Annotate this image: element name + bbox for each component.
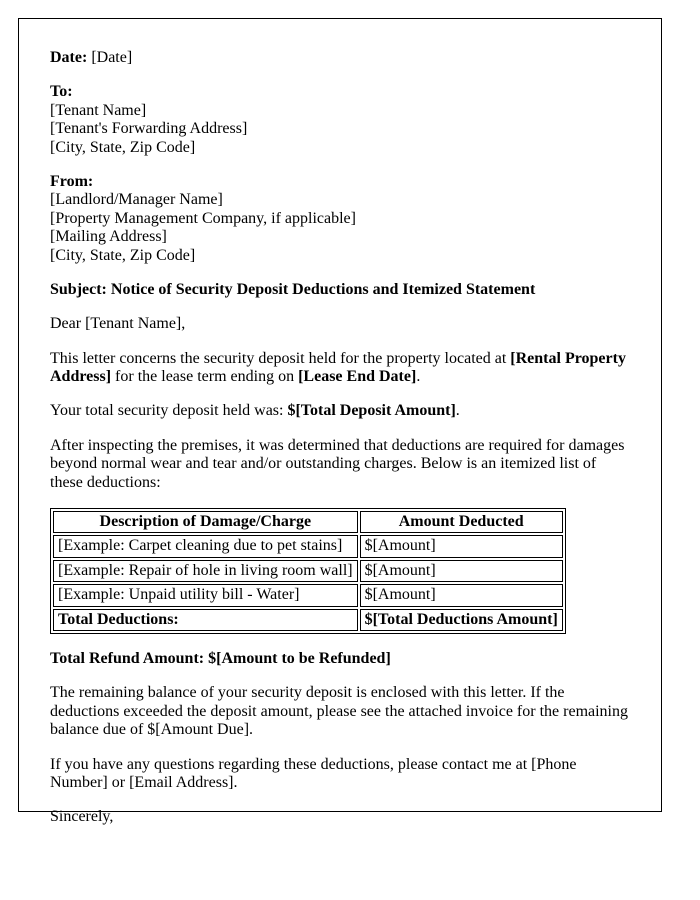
rental-property-address-placeholder: [Rental Property Address] <box>50 349 626 386</box>
total-deductions-label-cell: Total Deductions: <box>53 609 358 631</box>
intro-text-3: . <box>416 368 421 386</box>
intro-text-2: for the lease term ending on <box>111 368 299 386</box>
deposit-text-2: . <box>455 402 460 420</box>
sender-city-line: [City, State, Zip Code] <box>50 246 196 264</box>
to-label: To: <box>50 83 73 101</box>
recipient-name-line: [Tenant Name] <box>50 101 147 119</box>
table-row <box>53 584 563 606</box>
balance-paragraph: The remaining balance of your security deposit is enclosed with this letter. If the deductions exceeded the deposit amount, please see the attached invoice for the remaining balance due of $[Amount Due]. <box>50 684 628 739</box>
letter-document <box>18 18 662 826</box>
sender-address-line: [Mailing Address] <box>50 228 167 246</box>
sender-company-line: [Property Management Company, if applicable] <box>50 209 356 227</box>
total-deductions-amount-cell: $[Total Deductions Amount] <box>360 609 563 631</box>
table-row <box>53 560 563 582</box>
deposit-text-1: Your total security deposit held was: <box>50 402 288 420</box>
deduction-description-cell: [Example: Repair of hole in living room wall] <box>53 560 358 582</box>
intro-text-1: This letter concerns the security deposit held for the property located at <box>50 349 511 367</box>
table-total-row <box>53 609 563 631</box>
deposit-paragraph <box>50 402 630 420</box>
sender-block <box>50 173 630 265</box>
deduction-amount-cell: $[Amount] <box>360 584 563 606</box>
date-value: [Date] <box>91 49 133 66</box>
deduction-amount-cell: $[Amount] <box>360 535 563 557</box>
total-refund-line: Total Refund Amount: $[Amount to be Refunded] <box>50 649 391 667</box>
deductions-table <box>50 508 566 634</box>
deduction-amount-cell: $[Amount] <box>360 560 563 582</box>
questions-paragraph: If you have any questions regarding these deductions, please contact me at [Phone Number] or [Email Address]. <box>50 755 577 791</box>
date-label: Date: <box>50 49 88 66</box>
subject-line: Subject: Notice of Security Deposit Deductions and Itemized Statement <box>50 280 536 298</box>
from-label: From: <box>50 172 94 190</box>
col-header-description: Description of Damage/Charge <box>53 511 358 533</box>
total-deposit-amount-placeholder: $[Total Deposit Amount] <box>287 402 456 420</box>
deduction-description-cell: [Example: Carpet cleaning due to pet stains] <box>53 535 358 557</box>
recipient-address-line: [Tenant's Forwarding Address] <box>50 120 248 138</box>
inspection-paragraph: After inspecting the premises, it was determined that deductions are required for damages beyond normal wear and tear and/or outstanding charges. Below is an itemized list of these deductions: <box>50 436 625 491</box>
deduction-description-cell: [Example: Unpaid utility bill - Water] <box>53 584 358 606</box>
col-header-amount: Amount Deducted <box>360 511 563 533</box>
salutation: Dear [Tenant Name], <box>50 315 186 333</box>
table-row <box>53 535 563 557</box>
recipient-block <box>50 83 630 157</box>
recipient-city-line: [City, State, Zip Code] <box>50 138 196 156</box>
date-line <box>50 49 630 67</box>
lease-end-date-placeholder: [Lease End Date] <box>298 368 417 386</box>
table-header-row <box>53 511 563 533</box>
sender-name-line: [Landlord/Manager Name] <box>50 191 223 209</box>
intro-paragraph <box>50 350 630 387</box>
closing-line: Sincerely, <box>50 808 114 826</box>
